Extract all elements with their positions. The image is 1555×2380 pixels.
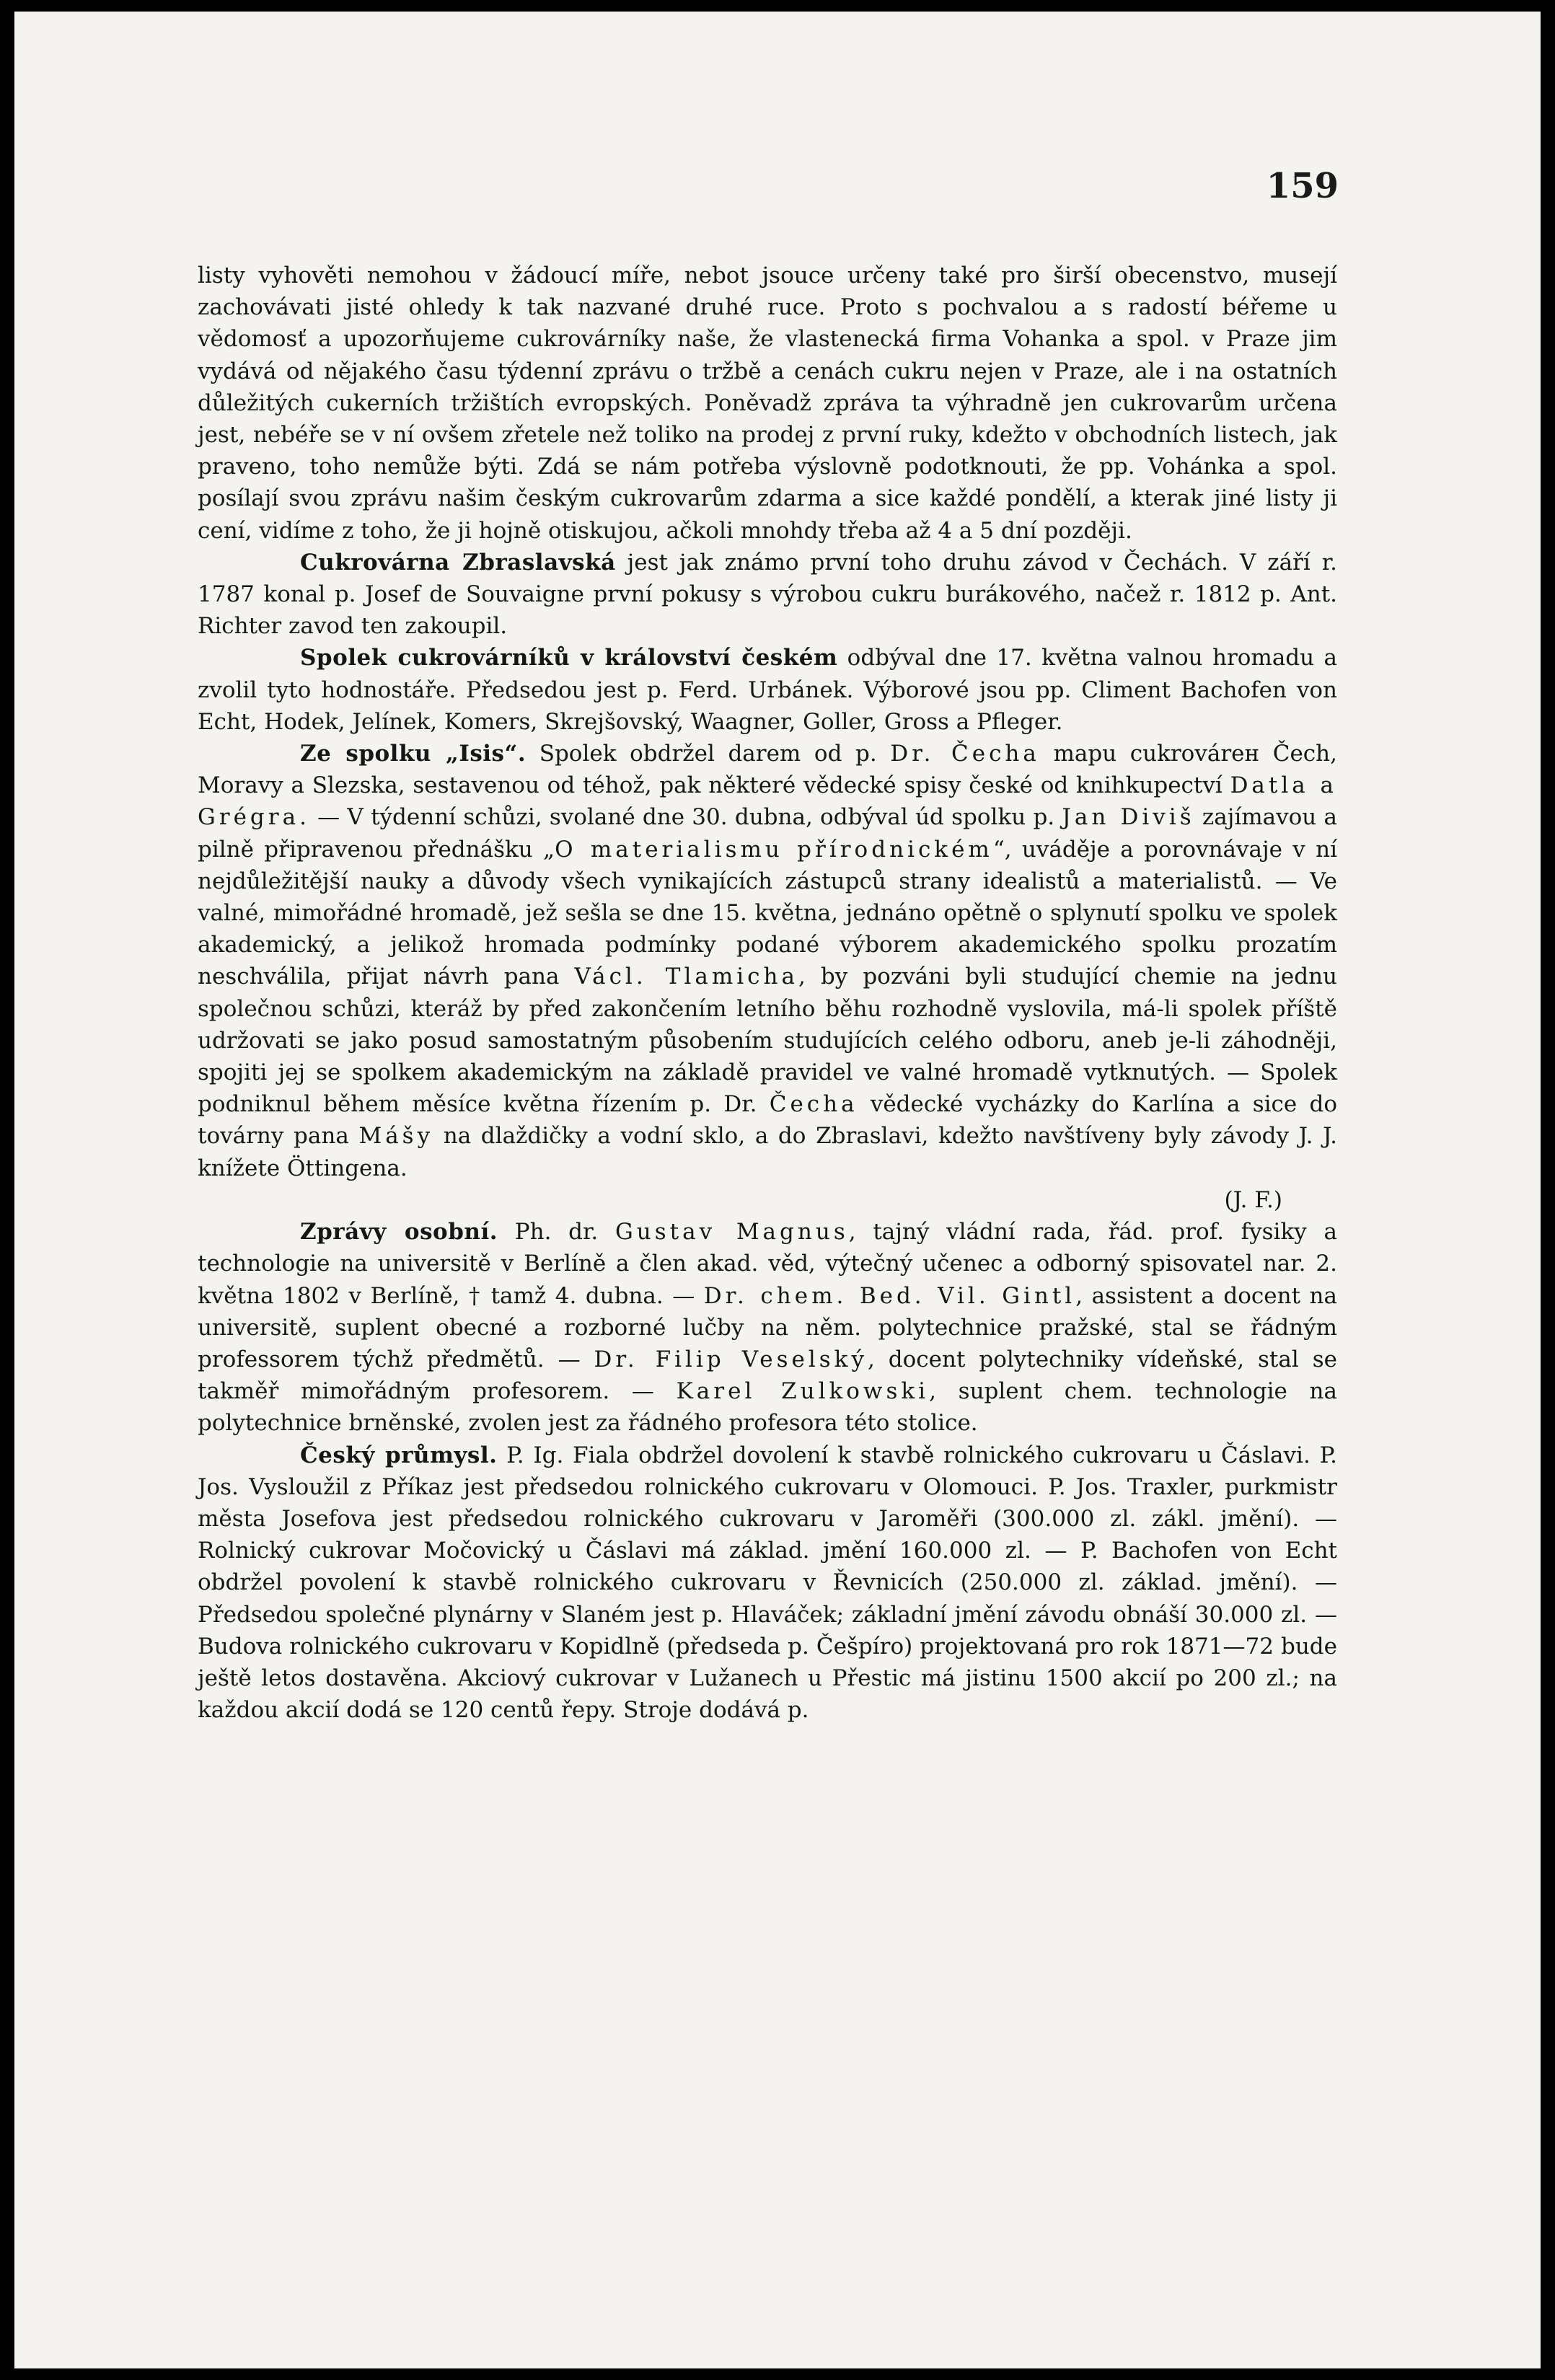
isis-name-cech: Dr. Čecha (890, 741, 1040, 767)
isis-name-cech-2: Čecha (769, 1091, 858, 1118)
isis-name-datel-gregr: Datla a Grégra. (198, 772, 1337, 831)
isis-name-divis: Jan Diviš (1062, 804, 1195, 831)
osobni-paragraph (198, 1216, 1337, 1439)
isis-signature: (J. F.) (1224, 1186, 1282, 1213)
osobni-name-gintl: Dr. chem. Bed. Vil. Gintl (703, 1282, 1076, 1309)
osobni-name-magnus: Gustav Magnus (615, 1219, 849, 1246)
isis-lecture-title: O materialismu přírodnickém (555, 836, 993, 863)
osobni-text-1: Ph. dr. (498, 1219, 615, 1246)
isis-name-masa: Mášy (358, 1123, 434, 1150)
spolek-heading: Spolek cukrovárníků v království českém (300, 645, 838, 671)
zbraslav-text: jest jak známo první toho druhu závod v Čechách. V září r. 1787 konal p. Josef de Souvaigne první pokusy s výrobou cukru burákového, načež r. 1812 p. Ant. Richter zavod ten zakoupil. (198, 549, 1338, 640)
isis-text-5: “, uváděje a porovnávaje v ní nejdůležitější nauky a důvody všech vynikajících zástupců strany idealistů a materialistů. — Ve valné, mimořádné hromadě, jež sešla se dne 15. května, jednáno opětně o splynutí spolku ve spolek akademický, a jelikož hromada podmínky podané výborem akademického spolku prozatím neschválila, přijat návrh pana (198, 836, 1337, 990)
prumysl-text: P. Ig. Fiala obdržel dovolení k stavbě rolnického cukrovaru u Čáslavi. P. Jos. Vysloužil z Příkaz jest předsedou rolnického cukrovaru v Olomouci. P. Jos. Traxler, purkmistr města Josefova jest předsedou rolnického cukrovaru v Jaroměři (300.000 zl. zákl. jmění). — Rolnický cukrovar Močovický u Čáslavi má základ. jmění 160.000 zl. — P. Bachofen von Echt obdržel povolení k stavbě rolnického cukrovaru v Řevnicích (250.000 zl. základ. jmění). — Předsedou společné plynárny v Slaném jest p. Hlaváček; základní jmění závodu obnáší 30.000 zl. — Budova rolnického cukrovaru v Kopidlně (předseda p. Češpíro) projektovaná pro rok 1871—72 bude ještě letos dostavěna. Akciový cukrovar v Lužanech u Přestic má jistinu 1500 akcií po 200 zl.; na každou akcií dodá se 120 centů řepy. Stroje dodává p. (198, 1442, 1338, 1724)
isis-text-1: Spolek obdržel darem od p. (526, 741, 891, 767)
spolek-text: odbýval dne 17. května valnou hromadu a zvolil tyto hodnostáře. Předsedou jest p. Ferd. Urbánek. Výborové jsou pp. Climent Bachofen von Echt, Hodek, Jelínek, Komers, Skrejšovský, Waagner, Goller, Gross a Pfleger. (198, 645, 1338, 735)
isis-text-6: , by pozváni byli studující chemie na jednu společnou schůzi, kteráž by před zakončením letního běhu rozhodně vyslovila, má-li spolek příště udržovati se jako posud samostatným působením studujících celého odboru, aneb je-li záhodněji, spojiti jej se spolkem akademickým na základě pravidel ve valné hromadě vytknutých. — Spolek podniknul během měsíce května řízením p. Dr. (198, 964, 1338, 1118)
osobni-name-zulkowski: Karel Zulkowski (676, 1378, 930, 1405)
isis-text-2: mapu cukrovárен Čech, Moravy a Slezska, sestavenou od téhož, pak některé vědecké spisy české od knihkupectví (198, 741, 1337, 799)
osobni-text-4: , docent polytechniky vídeňské, stal se takměř mimořádným profesorem. — (198, 1346, 1337, 1405)
isis-heading: Ze spolku „Isis“. (300, 741, 527, 767)
osobni-text-5: , suplent chem. technologie na polytechnice brněnské, zvolen jest za řádného profesora této stolice. (198, 1378, 1337, 1437)
osobni-heading: Zprávy osobní. (300, 1219, 498, 1246)
isis-paragraph (198, 738, 1337, 1216)
osobni-text-3: , assistent a docent na universitě, suplent obecné a rozborné lučby na něm. polytechnice pražské, stal se řádným professorem týchž předmětů. — (198, 1282, 1338, 1372)
document-page (14, 12, 1541, 2368)
isis-text-8: na dlaždičky a vodní sklo, a do Zbraslavi, kdežto navštíveny byly závody J. J. knížete Öttingena. (198, 1123, 1337, 1181)
prumysl-paragraph (198, 1440, 1337, 1727)
zbraslav-paragraph (198, 547, 1337, 643)
osobni-name-veselsky: Dr. Filip Veselský (594, 1346, 868, 1372)
isis-text-4: zajímavou a pilně připravenou přednášku „ (198, 804, 1337, 863)
isis-text-7: vědecké vycházky do Karlína a sice do továrny pana (198, 1091, 1337, 1150)
osobni-text-2: , tajný vládní rada, řád. prof. fysiky a technologie na universitě v Berlíně a člen akad. věd, výtečný učenec a odborný spisovatel nar. 2. května 1802 v Berlíně, † tamž 4. dubna. — (198, 1219, 1337, 1309)
intro-paragraph (198, 260, 1337, 547)
spolek-paragraph (198, 642, 1337, 738)
isis-text-3: — V týdenní schůzi, svolané dne 30. dubna, odbýval úd spolku p. (309, 804, 1062, 831)
isis-name-tlamich: Václ. Tlamicha (574, 964, 798, 990)
zbraslav-heading: Cukrovárna Zbraslavská (300, 549, 616, 576)
prumysl-heading: Český průmysl. (300, 1442, 498, 1468)
page-number: 159 (1266, 166, 1339, 206)
intro-text: listy vyhověti nemohou v žádoucí míře, nebot jsouce určeny také pro širší obecenstvo, musejí zachovávati jisté ohledy k tak nazvané druhé ruce. Proto s pochvalou a s radostí béřeme u vědomosť a upozorňujeme cukrovárníky naše, že vlastenecká firma Vohanka a spol. v Praze jim vydává od nějakého času týdenní zprávu o tržbě a cenách cukru nejen v Praze, ale i na ostatních důležitých cukerních tržištích evropských. Poněvadž zpráva ta výhradně jen cukrovarům určena jest, nebéře se v ní ovšem zřetele než toliko na prodej z první ruky, kdežto v obchodních listech, jak praveno, toho nemůže býti. Zdá se nám potřeba výslovně podotknouti, že pp. Vohánka a spol. posílají svou zprávu našim českým cukrovarům zdarma a sice každé pondělí, a kterak jiné listy ji cení, vidíme z toho, že ji hojně otiskujou, ačkoli mnohdy třeba až 4 a 5 dní později. (198, 263, 1337, 544)
article-body (198, 260, 1337, 1726)
